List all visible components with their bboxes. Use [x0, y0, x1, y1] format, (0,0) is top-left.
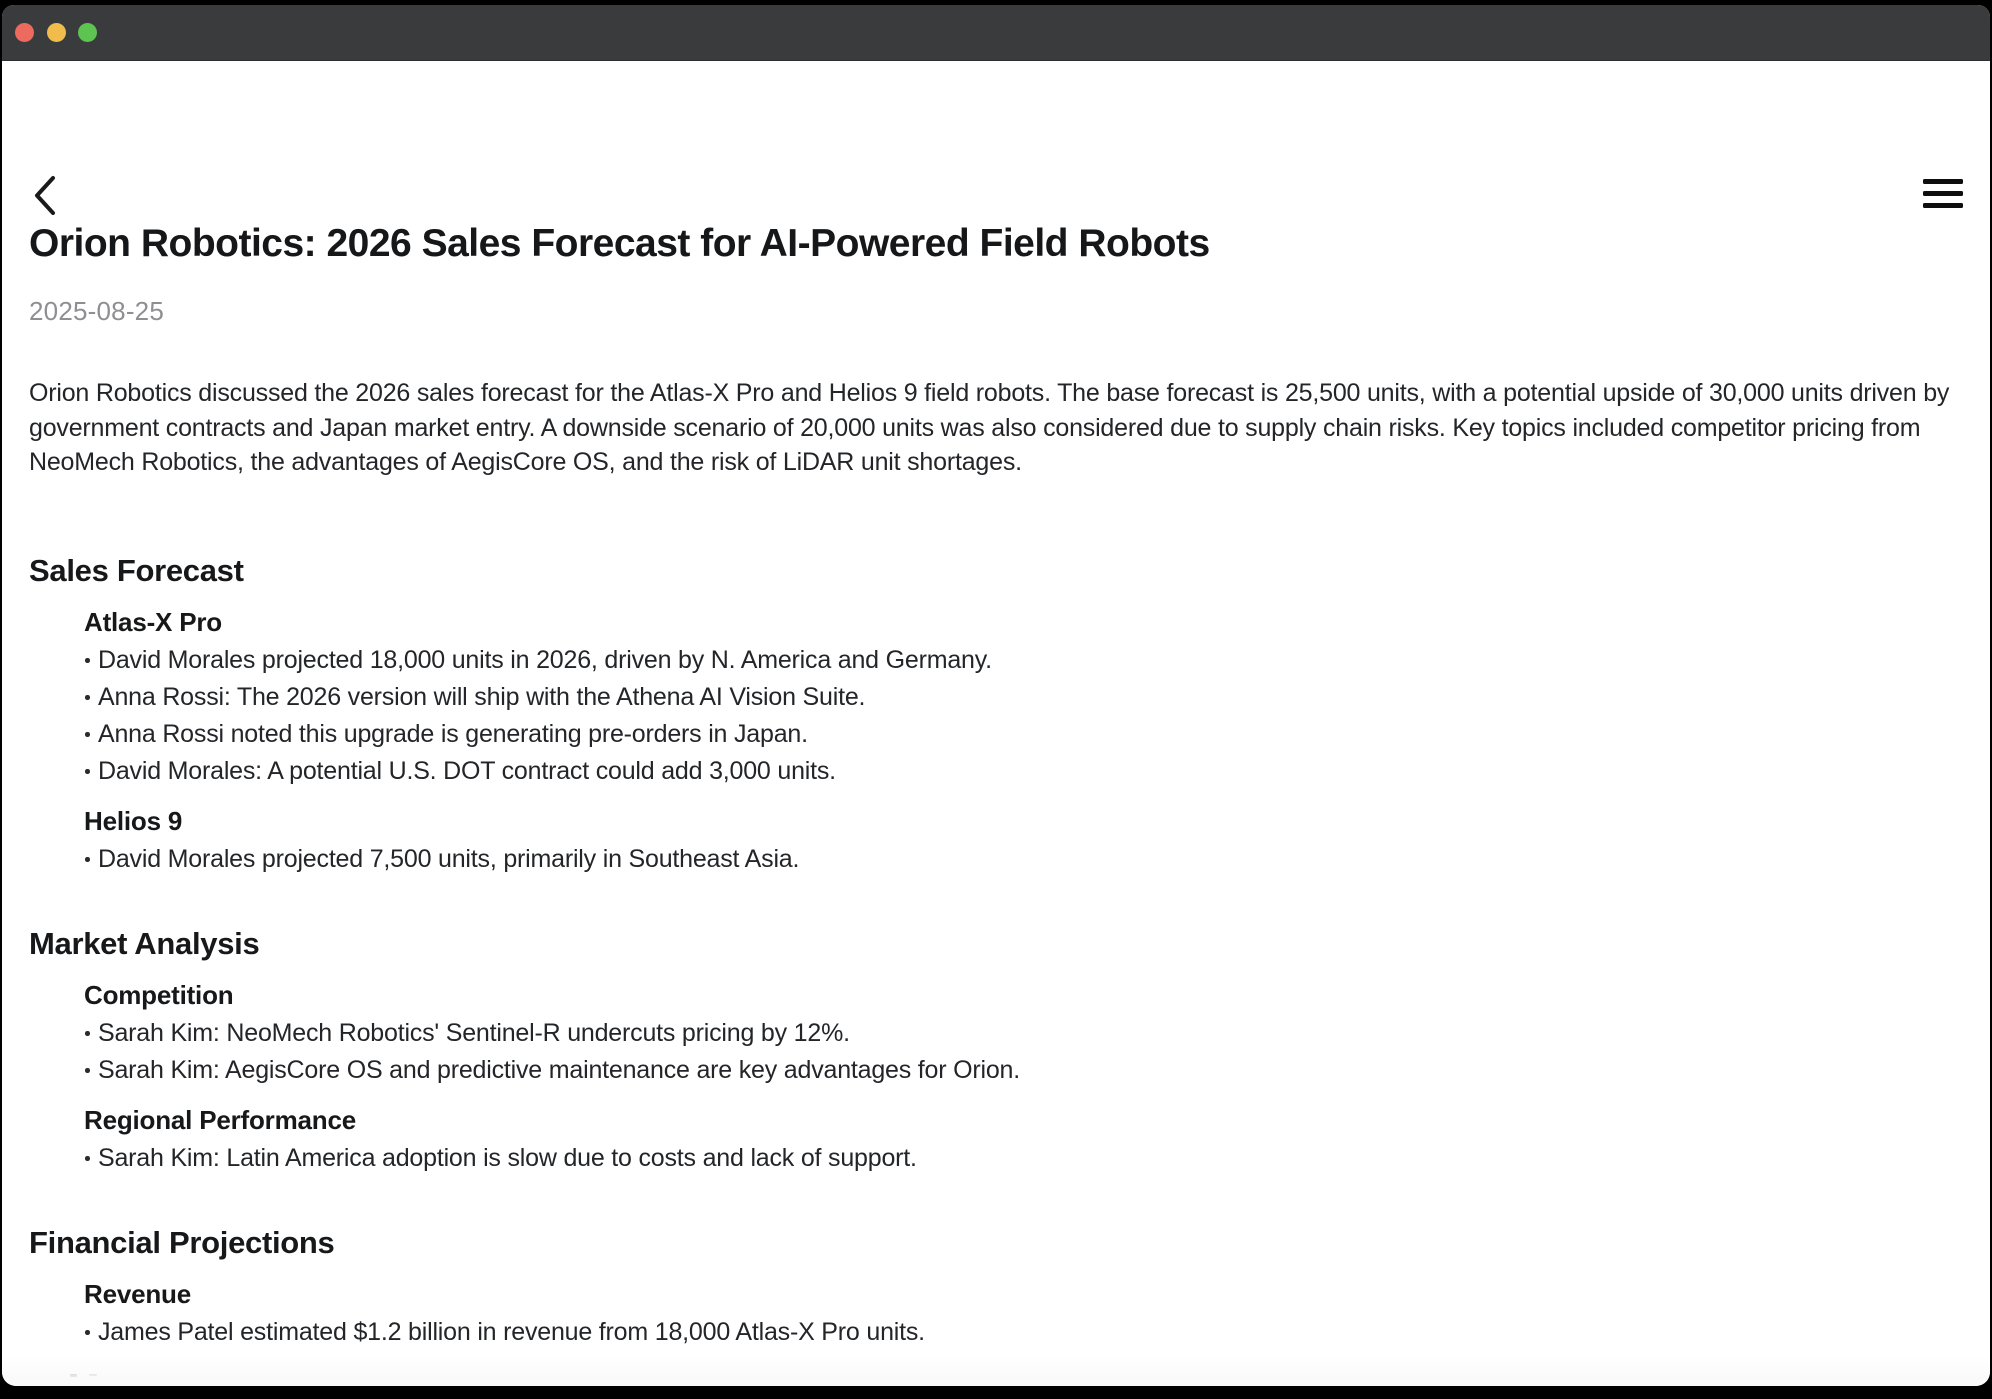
- bullet-list: [29, 1314, 1961, 1351]
- zoom-window-button[interactable]: [78, 23, 97, 42]
- bullet-item: David Morales: A potential U.S. DOT contract could add 3,000 units.: [85, 753, 1961, 790]
- clipped-text-remnant: [29, 1374, 1961, 1378]
- bullet-list: [29, 1140, 1961, 1177]
- section-sales-forecast: [29, 551, 1961, 878]
- menu-button[interactable]: [1923, 179, 1963, 209]
- app-window: [2, 5, 1990, 1386]
- bullet-item: Anna Rossi: The 2026 version will ship with the Athena AI Vision Suite.: [85, 679, 1961, 716]
- article-summary: Orion Robotics discussed the 2026 sales forecast for the Atlas-X Pro and Helios 9 field robots. The base forecast is 25,500 units, with a potential upside of 30,000 units driven by government contracts and Japan market entry. A downside scenario of 20,000 units was also considered due to supply chain risks. Key topics included competitor pricing from NeoMech Robotics, the advantages of AegisCore OS, and the risk of LiDAR unit shortages.: [29, 379, 1950, 476]
- subsection-title: Competition: [84, 979, 234, 1010]
- close-window-button[interactable]: [15, 23, 34, 42]
- page-title: Orion Robotics: 2026 Sales Forecast for AI-Powered Field Robots: [29, 222, 1210, 265]
- section-heading: Financial Projections: [29, 1224, 335, 1260]
- bullet-item: James Patel estimated $1.2 billion in revenue from 18,000 Atlas-X Pro units.: [85, 1314, 1961, 1351]
- article-scroll-area[interactable]: [2, 61, 1990, 1385]
- subsection-title: Atlas-X Pro: [84, 606, 222, 637]
- section-market-analysis: [29, 924, 1961, 1177]
- nav-bar: [29, 61, 1961, 221]
- window-titlebar[interactable]: [2, 5, 1990, 61]
- section-financial-projections: [29, 1223, 1961, 1351]
- bullet-list: [29, 642, 1961, 790]
- bullet-item: David Morales projected 7,500 units, primarily in Southeast Asia.: [85, 841, 1961, 878]
- hamburger-menu-icon: [1923, 179, 1963, 208]
- bullet-item: Anna Rossi noted this upgrade is generating pre-orders in Japan.: [85, 716, 1961, 753]
- bullet-list: [29, 841, 1961, 878]
- bullet-item: Sarah Kim: AegisCore OS and predictive maintenance are key advantages for Orion.: [85, 1052, 1961, 1089]
- chevron-left-icon: [34, 175, 56, 215]
- bullet-list: [29, 1015, 1961, 1089]
- bullet-item: Sarah Kim: NeoMech Robotics' Sentinel-R undercuts pricing by 12%.: [85, 1015, 1961, 1052]
- subsection-title: Regional Performance: [84, 1104, 356, 1135]
- article-date: 2025-08-25: [29, 296, 164, 326]
- subsection-title: Revenue: [84, 1278, 191, 1309]
- back-button[interactable]: [27, 174, 63, 218]
- bullet-item: David Morales projected 18,000 units in 2026, driven by N. America and Germany.: [85, 642, 1961, 679]
- subsection-title: Helios 9: [84, 805, 183, 836]
- section-heading: Sales Forecast: [29, 552, 244, 588]
- bullet-item: Sarah Kim: Latin America adoption is slow due to costs and lack of support.: [85, 1140, 1961, 1177]
- minimize-window-button[interactable]: [47, 23, 66, 42]
- section-heading: Market Analysis: [29, 925, 260, 961]
